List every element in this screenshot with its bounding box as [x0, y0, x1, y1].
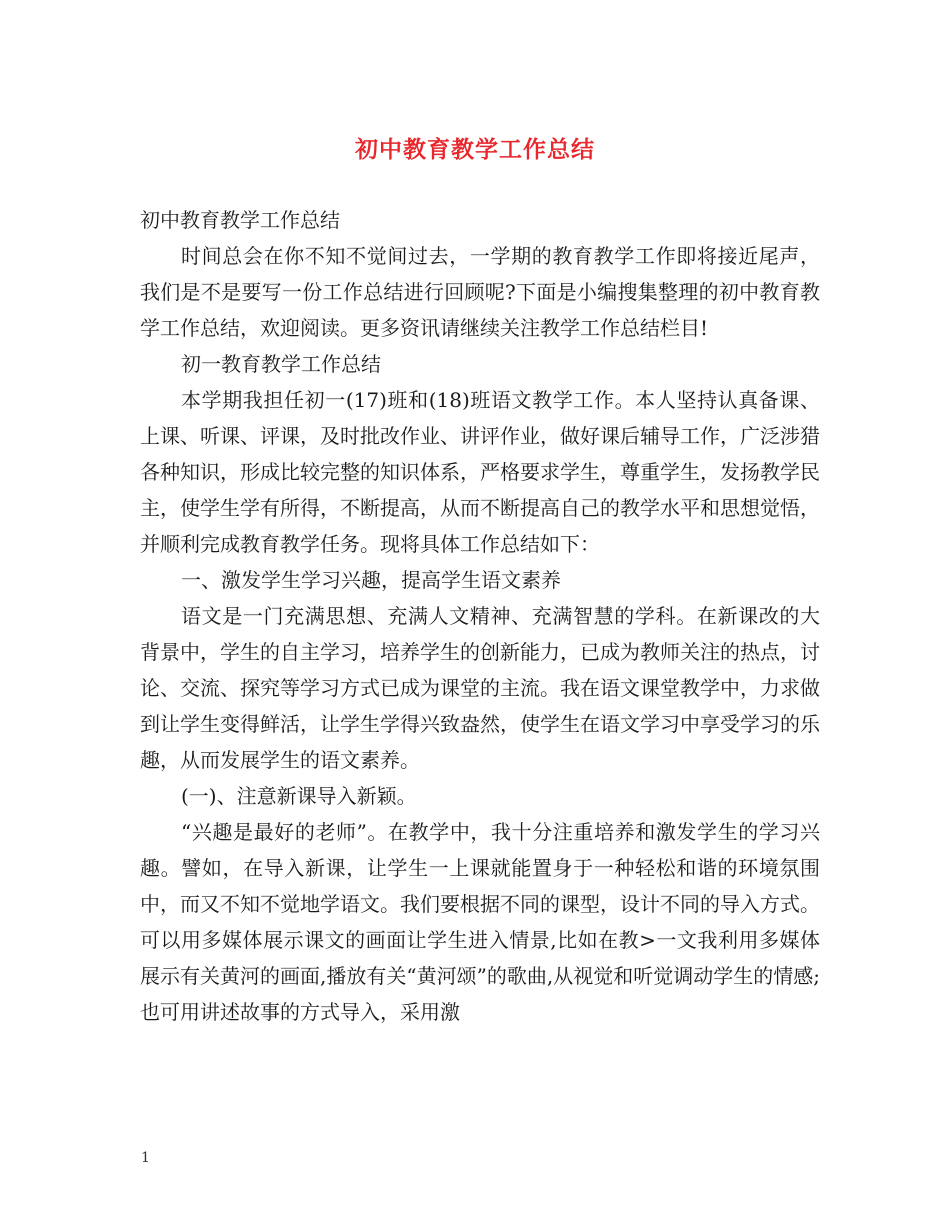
section-heading-1: 一、激发学生学习兴趣，提高学生语文素养 [181, 568, 561, 592]
page-number: 1 [141, 1150, 150, 1166]
paragraph-heading: 初中教育教学工作总结 [140, 208, 340, 232]
document-title: 初中教育教学工作总结 [355, 136, 595, 163]
paragraph-overview: 本学期我担任初一(17)班和(18)班语文教学工作。本人坚持认真备课、上课、听课、评课，及时批改作业、讲评作业，做好课后辅导工作，广泛涉猎各种知识，形成比较完整的知识体系，严格要求学生，尊重学生，发扬教学民主，使学生学有所得，不断提高，从而不断提高自己的教学水平和思想觉悟，并顺利完成教育教学任务。现将具体工作总结如下： [140, 388, 820, 556]
document-body [140, 202, 820, 1030]
subsection-heading-1: (一)、注意新课导入新颖。 [181, 784, 417, 808]
paragraph-subsection-1: “兴趣是最好的老师”。在教学中，我十分注重培养和激发学生的学习兴趣。譬如，在导入新课，让学生一上课就能置身于一种轻松和谐的环境氛围中，而又不知不觉地学语文。我们要根据不同的课型，设计不同的导入方式。可以用多媒体展示课文的画面让学生进入情景,比如在教>一文我利用多媒体展示有关黄河的画面,播放有关“黄河颂”的歌曲,从视觉和听觉调动学生的情感;也可用讲述故事的方式导入，采用激 [140, 820, 820, 1024]
paragraph-section-1: 语文是一门充满思想、充满人文精神、充满智慧的学科。在新课改的大背景中，学生的自主学习，培养学生的创新能力，已成为教师关注的热点，讨论、交流、探究等学习方式已成为课堂的主流。我在语文课堂教学中，力求做到让学生变得鲜活，让学生学得兴致盎然，使学生在语文学习中享受学习的乐趣，从而发展学生的语文素养。 [140, 604, 820, 772]
paragraph-subheading: 初一教育教学工作总结 [181, 352, 381, 376]
paragraph-intro: 时间总会在你不知不觉间过去，一学期的教育教学工作即将接近尾声，我们是不是要写一份工作总结进行回顾呢?下面是小编搜集整理的初中教育教学工作总结，欢迎阅读。更多资讯请继续关注教学工作总结栏目! [140, 244, 820, 340]
